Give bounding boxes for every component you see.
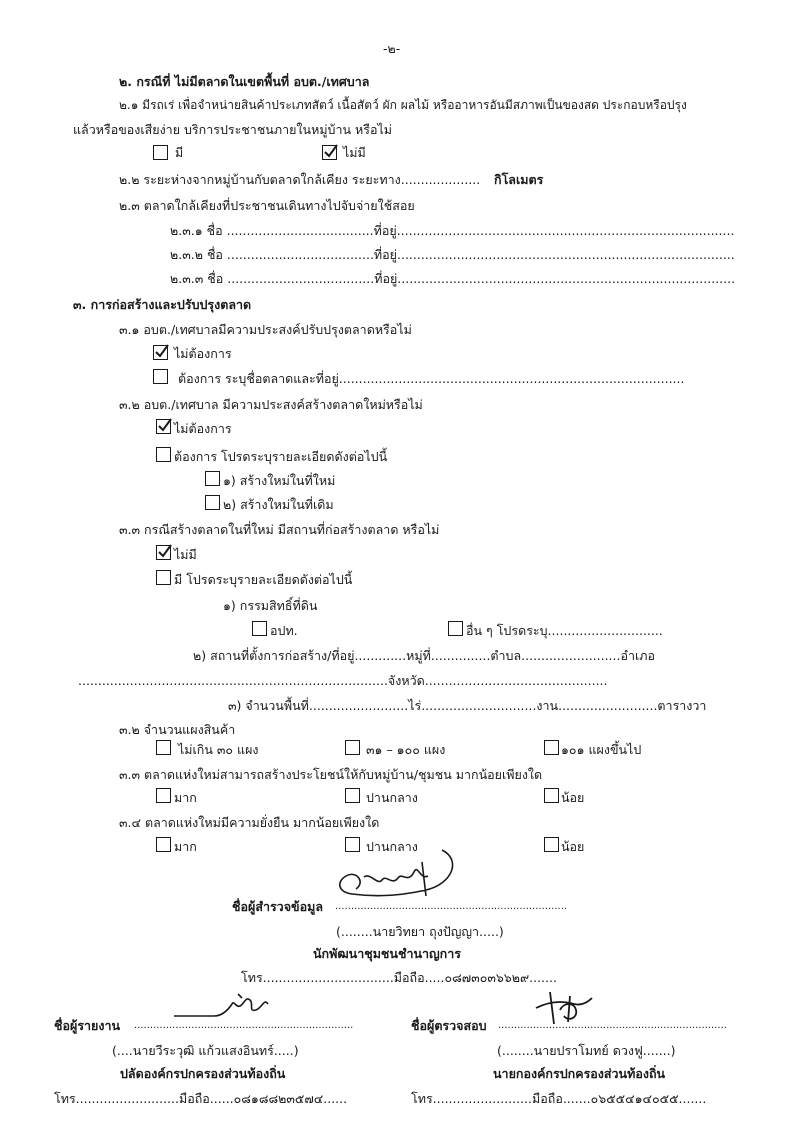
sustain-label: ๓.๔ ตลาดแห่งใหม่มีความยั่งยืน มากน้อยเพียงใด bbox=[119, 815, 380, 830]
q31-label: ๓.๑ อบต./เทศบาลมีความประสงค์ปรับปรุงตลาดหรือไม่ bbox=[119, 322, 412, 337]
reporter-signature-line: ..................................................................... bbox=[134, 1020, 354, 1031]
q32-checkbox-want[interactable] bbox=[156, 447, 171, 462]
surveyor-signature-line: ......................................................................... bbox=[335, 901, 568, 912]
stalls-label-1: ไม่เกิน ๓๐ แผง bbox=[178, 742, 259, 757]
q22-unit: กิโลเมตร bbox=[494, 172, 544, 187]
reporter-label: ชื่อผู้รายงาน bbox=[54, 1018, 121, 1033]
site-area-line: ๓) จำนวนพื้นที่.........................ไร่.............................งาน.........................ตารางวา bbox=[228, 698, 707, 713]
q21-text-line2: แล้วหรือของเสียง่าย บริการประชาชนภายในหมู่บ้าน หรือไม่ bbox=[73, 122, 393, 137]
q21-checkbox-no[interactable] bbox=[322, 145, 337, 160]
q32-label-new-site: ๑) สร้างใหม่ในที่ใหม่ bbox=[223, 473, 336, 488]
land-label-local-gov: อปท. bbox=[270, 623, 298, 638]
benefit-checkbox-low[interactable] bbox=[544, 788, 559, 803]
inspector-label: ชื่อผู้ตรวจสอบ bbox=[411, 1018, 487, 1033]
surveyor-label: ชื่อผู้สำรวจข้อมูล bbox=[232, 899, 323, 914]
q33-label-yes: มี โปรดระบุรายละเอียดดังต่อไปนี้ bbox=[174, 572, 353, 587]
q23-row-1: ๒.๓.๑ ชื่อ .....................................ที่อยู่..................................................................................... bbox=[170, 223, 735, 238]
q32-label: ๓.๒ อบต./เทศบาล มีความประสงค์สร้างตลาดใหม่หรือไม่ bbox=[119, 397, 423, 412]
sustain-checkbox-high[interactable] bbox=[156, 837, 171, 852]
section-2-heading: ๒. กรณีที่ ไม่มีตลาดในเขตพื้นที่ อบต./เทศบาล bbox=[119, 74, 370, 89]
check-mark-icon bbox=[153, 342, 171, 360]
land-checkbox-other[interactable] bbox=[448, 621, 463, 636]
q33-label-no: ไม่มี bbox=[174, 547, 197, 562]
site-address-line1: ๒) สถานที่ตั้งการก่อสร้าง/ที่อยู่.............หมู่ที่...............ตำบล.........................อำเภอ bbox=[193, 648, 656, 663]
q32-label-old-site: ๒) สร้างใหม่ในที่เดิม bbox=[223, 497, 334, 512]
page-number: -๒- bbox=[383, 41, 401, 56]
q31-label-not-want: ไม่ต้องการ bbox=[174, 346, 232, 361]
benefit-label-low: น้อย bbox=[561, 790, 585, 805]
q33-checkbox-yes[interactable] bbox=[156, 570, 171, 585]
inspector-name: (........นายปราโมทย์ ดวงฟู.......) bbox=[497, 1043, 676, 1058]
q23-label: ๒.๓ ตลาดใกล้เคียงที่ประชาชนเดินทางไปจับจ่ายใช้สอย bbox=[119, 198, 415, 213]
sustain-label-high: มาก bbox=[174, 839, 197, 854]
check-mark-icon bbox=[156, 416, 174, 434]
site-address-line2: ..............................................................................จังหวัด.............................................. bbox=[78, 673, 608, 688]
q32-label-not-want: ไม่ต้องการ bbox=[174, 421, 232, 436]
benefit-checkbox-high[interactable] bbox=[156, 788, 171, 803]
stalls-checkbox-1[interactable] bbox=[156, 740, 171, 755]
benefit-checkbox-medium[interactable] bbox=[345, 788, 360, 803]
q32-checkbox-old-site[interactable] bbox=[205, 495, 220, 510]
q31-checkbox-want[interactable] bbox=[153, 369, 168, 384]
q22-label: ๒.๒ ระยะห่างจากหมู่บ้านกับตลาดใกล้เคียง ระยะทาง.................... bbox=[119, 172, 481, 187]
inspector-contact: โทร.........................มือถือ.......๐๖๕๕๔๑๔๐๕๕....... bbox=[411, 1091, 707, 1106]
stalls-label: ๓.๒ จำนวนแผงสินค้า bbox=[119, 722, 236, 737]
section-3-heading: ๓. การก่อสร้างและปรับปรุงตลาด bbox=[73, 297, 252, 312]
stalls-checkbox-2[interactable] bbox=[345, 740, 360, 755]
land-ownership-label: ๑) กรรมสิทธิ์ที่ดิน bbox=[223, 598, 318, 613]
stalls-checkbox-3[interactable] bbox=[544, 740, 559, 755]
inspector-position: นายกองค์กรปกครองส่วนท้องถิ่น bbox=[493, 1066, 666, 1081]
q21-label-no: ไม่มี bbox=[343, 145, 366, 160]
sustain-label-medium: ปานกลาง bbox=[366, 839, 418, 854]
q32-checkbox-new-site[interactable] bbox=[205, 471, 220, 486]
reporter-position: ปลัดองค์กรปกครองส่วนท้องถิ่น bbox=[120, 1066, 286, 1081]
land-label-other: อื่น ๆ โปรดระบุ............................. bbox=[466, 623, 663, 638]
check-mark-icon bbox=[156, 542, 174, 560]
stalls-label-2: ๓๑ – ๑๐๐ แผง bbox=[366, 742, 446, 757]
q31-label-want: ต้องการ ระบุชื่อตลาดและที่อยู่....................................................................................... bbox=[178, 371, 685, 386]
q31-checkbox-not-want[interactable] bbox=[153, 345, 168, 360]
surveyor-position: นักพัฒนาชุมชนชำนาญการ bbox=[313, 946, 461, 961]
q32-checkbox-not-want[interactable] bbox=[156, 419, 171, 434]
q21-label-yes: มี bbox=[175, 145, 184, 160]
sustain-label-low: น้อย bbox=[561, 839, 585, 854]
q21-checkbox-yes[interactable] bbox=[153, 145, 168, 160]
q23-row-3: ๒.๓.๓ ชื่อ .....................................ที่อยู่..................................................................................... bbox=[170, 271, 736, 286]
surveyor-contact: โทร.................................มือถือ.....๐๘๗๓๐๓๖๖๒๙....... bbox=[241, 970, 557, 985]
reporter-name: (....นายวีระวุฒิ แก้วแสงอินทร์.....) bbox=[112, 1043, 299, 1058]
benefit-label: ๓.๓ ตลาดแห่งใหม่สามารถสร้างประโยชน์ให้กับหมู่บ้าน/ชุมชน มากน้อยเพียงใด bbox=[119, 767, 543, 782]
q32-label-want: ต้องการ โปรดระบุรายละเอียดดังต่อไปนี้ bbox=[174, 449, 388, 464]
check-mark-icon bbox=[322, 142, 340, 160]
q33-label: ๓.๓ กรณีสร้างตลาดในที่ใหม่ มีสถานที่ก่อสร้างตลาด หรือไม่ bbox=[119, 522, 440, 537]
sustain-checkbox-low[interactable] bbox=[544, 837, 559, 852]
benefit-label-medium: ปานกลาง bbox=[366, 790, 418, 805]
q23-row-2: ๒.๓.๒ ชื่อ .....................................ที่อยู่..................................................................................... bbox=[170, 247, 735, 262]
stalls-label-3: ๑๐๑ แผงขึ้นไป bbox=[561, 742, 642, 757]
land-checkbox-local-gov[interactable] bbox=[252, 621, 267, 636]
surveyor-name: (........นายวิทยา ถุงปัญญา.....) bbox=[336, 924, 504, 939]
inspector-signature-line: ........................................................................ bbox=[498, 1020, 727, 1031]
reporter-contact: โทร..........................มือถือ......๐๘๑๘๘๒๓๕๗๔...... bbox=[54, 1091, 348, 1106]
q33-checkbox-no[interactable] bbox=[156, 545, 171, 560]
q21-text-line1: ๒.๑ มีรถเร่ เพื่อจำหน่ายสินค้าประเภทสัตว์ เนื้อสัตว์ ผัก ผลไม้ หรืออาหารอันมีสภาพเป็นของสด ประกอบหรือปรุง bbox=[119, 98, 687, 112]
benefit-label-high: มาก bbox=[174, 790, 197, 805]
surveyor-signature bbox=[330, 842, 465, 904]
